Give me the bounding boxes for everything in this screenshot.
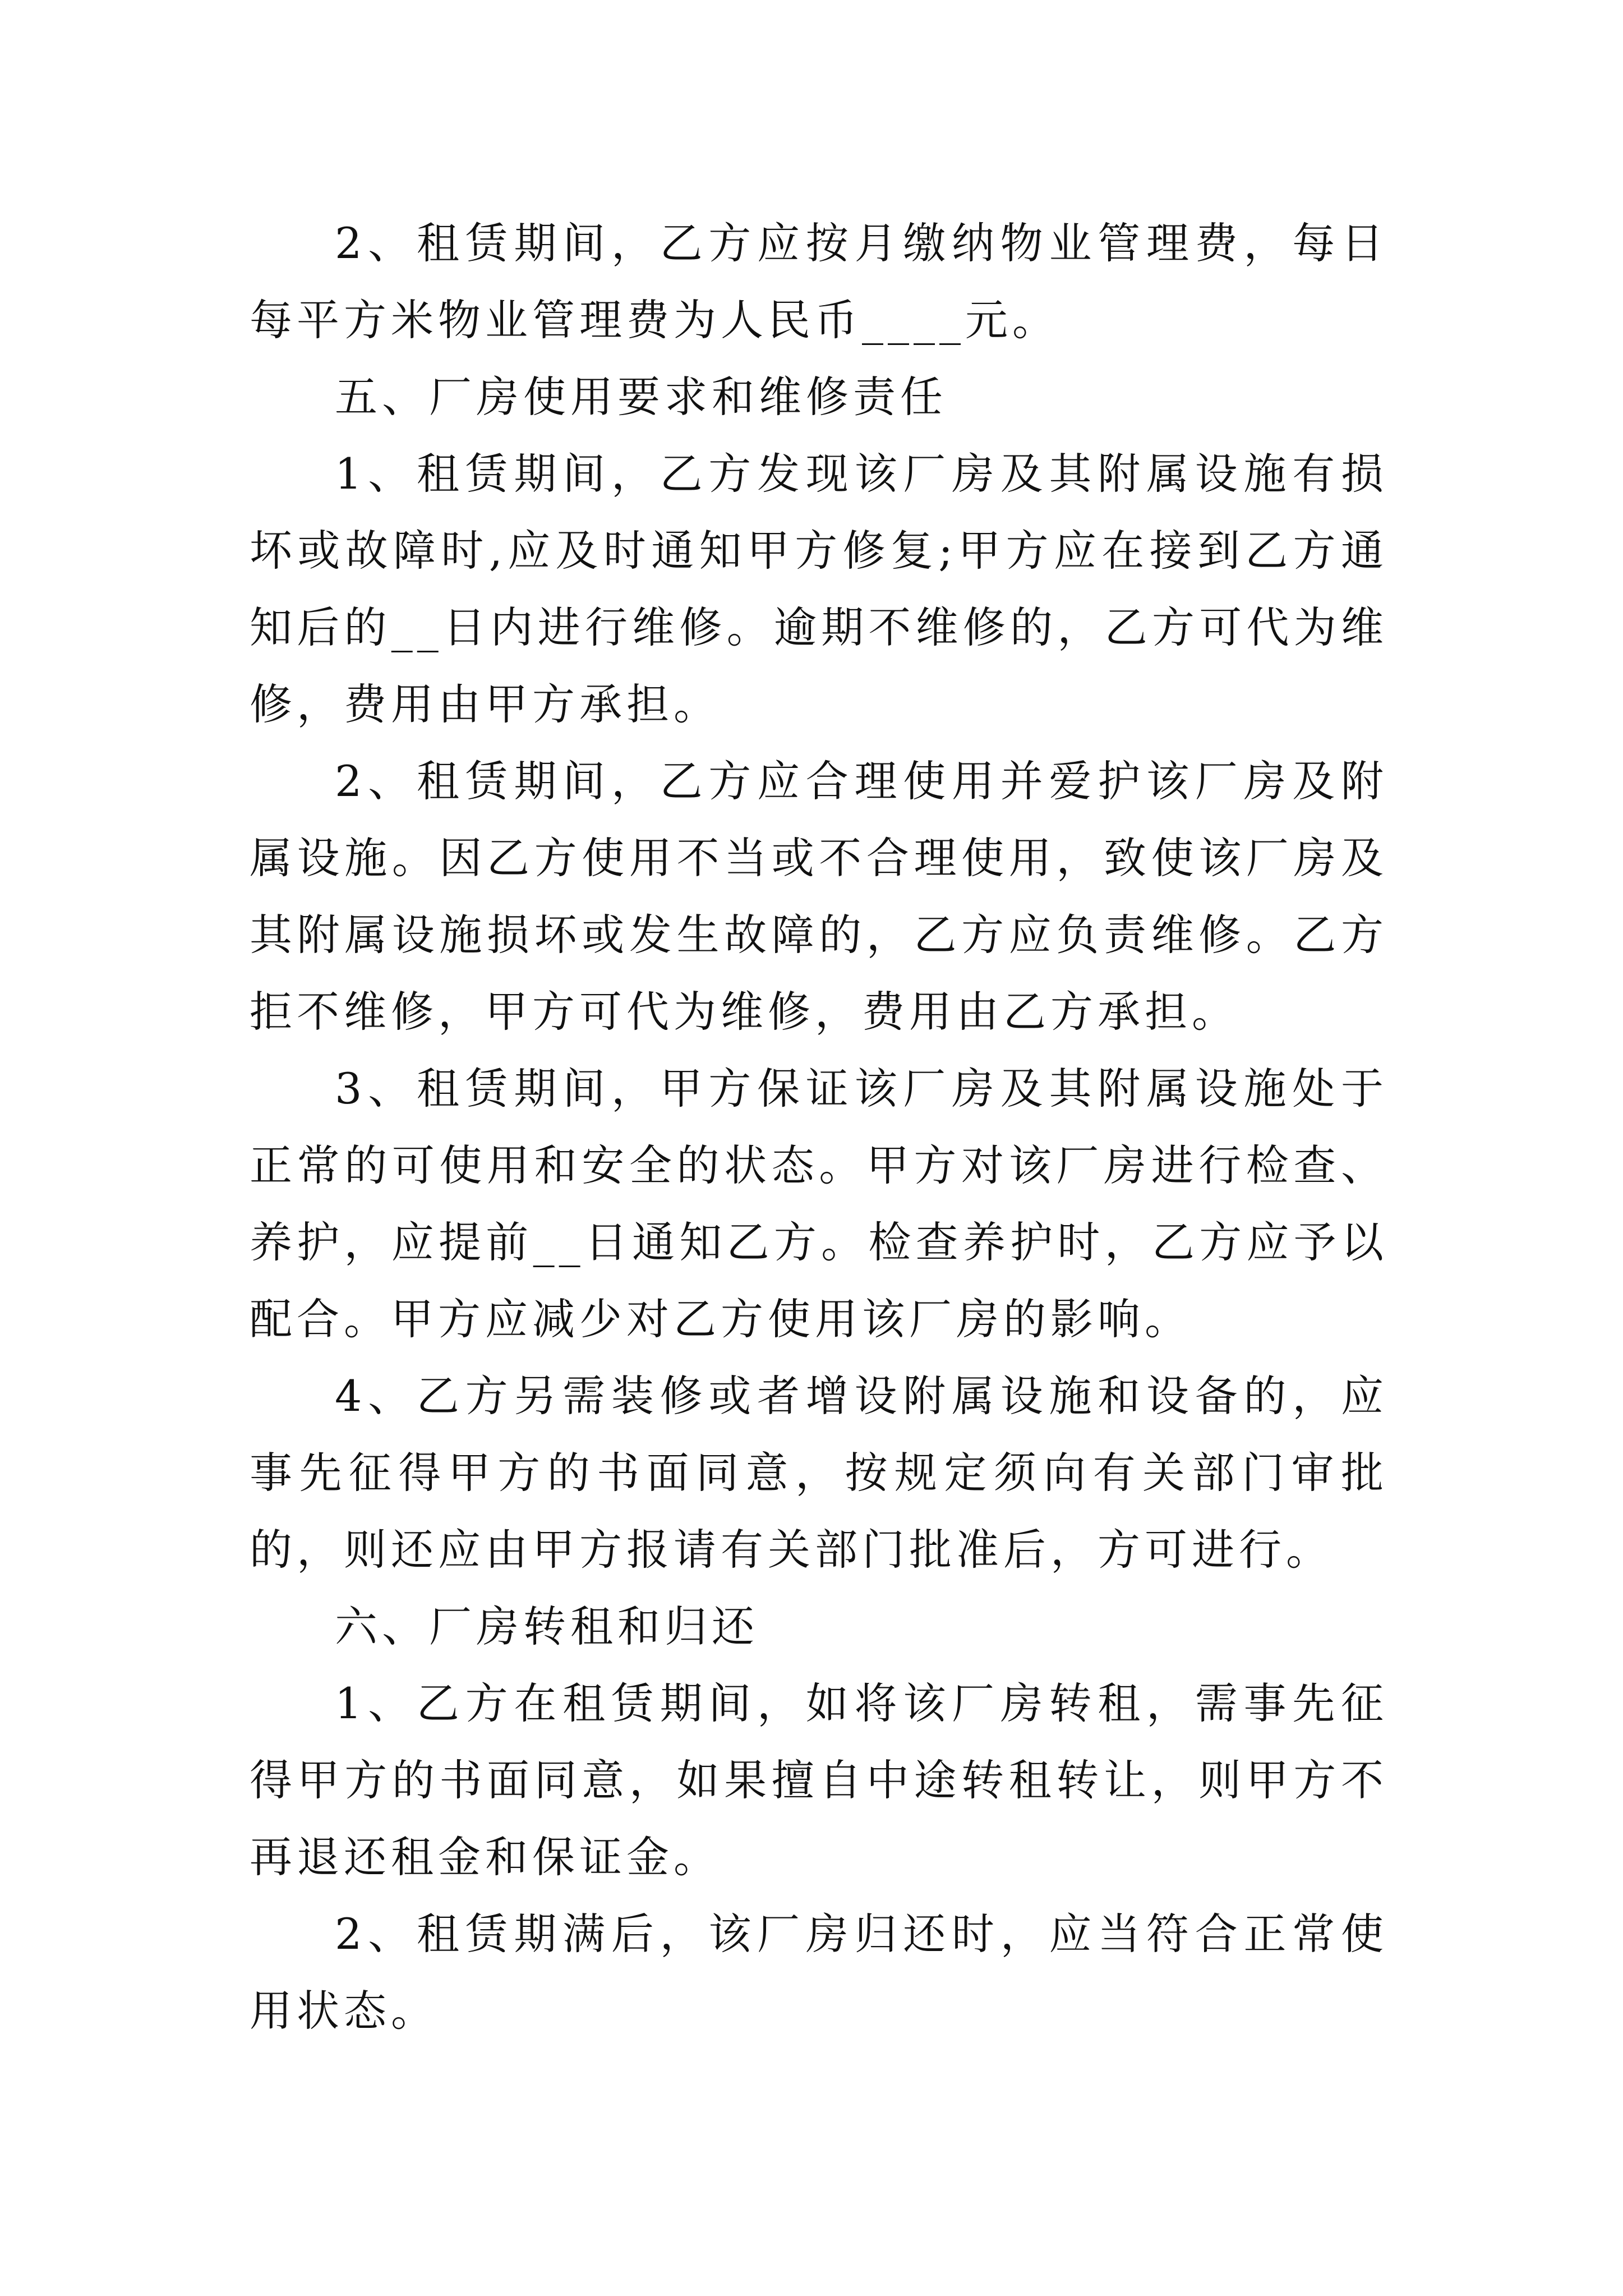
section-heading-sublease-return: 六、厂房转租和归还 [335,1602,759,1651]
paragraph-return: 2、租赁期满后，该厂房归还时，应当符合正常使用状态。 [250,1909,1388,2036]
paragraph-property-fee: 2、租赁期间，乙方应按月缴纳物业管理费，每日每平方米物业管理费为人民币____元。 [250,218,1388,345]
document-body [250,205,1388,2049]
paragraph-inspection: 3、租赁期间，甲方保证该厂房及其附属设施处于正常的可使用和安全的状态。甲方对该厂房进行检查、养护，应提前__日通知乙方。检查养护时，乙方应予以配合。甲方应减少对乙方使用该厂房的影响。 [250,1064,1388,1344]
paragraph-repair-notification: 1、租赁期间，乙方发现该厂房及其附属设施有损坏或故障时,应及时通知甲方修复;甲方应在接到乙方通知后的__日内进行维修。逾期不维修的，乙方可代为维修，费用由甲方承担。 [250,449,1388,729]
paragraph-sublease: 1、乙方在租赁期间，如将该厂房转租，需事先征得甲方的书面同意，如果擅自中途转租转让，则甲方不再退还租金和保证金。 [250,1678,1388,1882]
paragraph-proper-use: 2、租赁期间，乙方应合理使用并爱护该厂房及附属设施。因乙方使用不当或不合理使用，致使该厂房及其附属设施损坏或发生故障的，乙方应负责维修。乙方拒不维修，甲方可代为维修，费用由乙方承担。 [250,756,1388,1037]
section-heading-usage-maintenance: 五、厂房使用要求和维修责任 [335,372,947,422]
paragraph-renovation: 4、乙方另需装修或者增设附属设施和设备的，应事先征得甲方的书面同意，按规定须向有关部门审批的，则还应由甲方报请有关部门批准后，方可进行。 [250,1371,1388,1575]
